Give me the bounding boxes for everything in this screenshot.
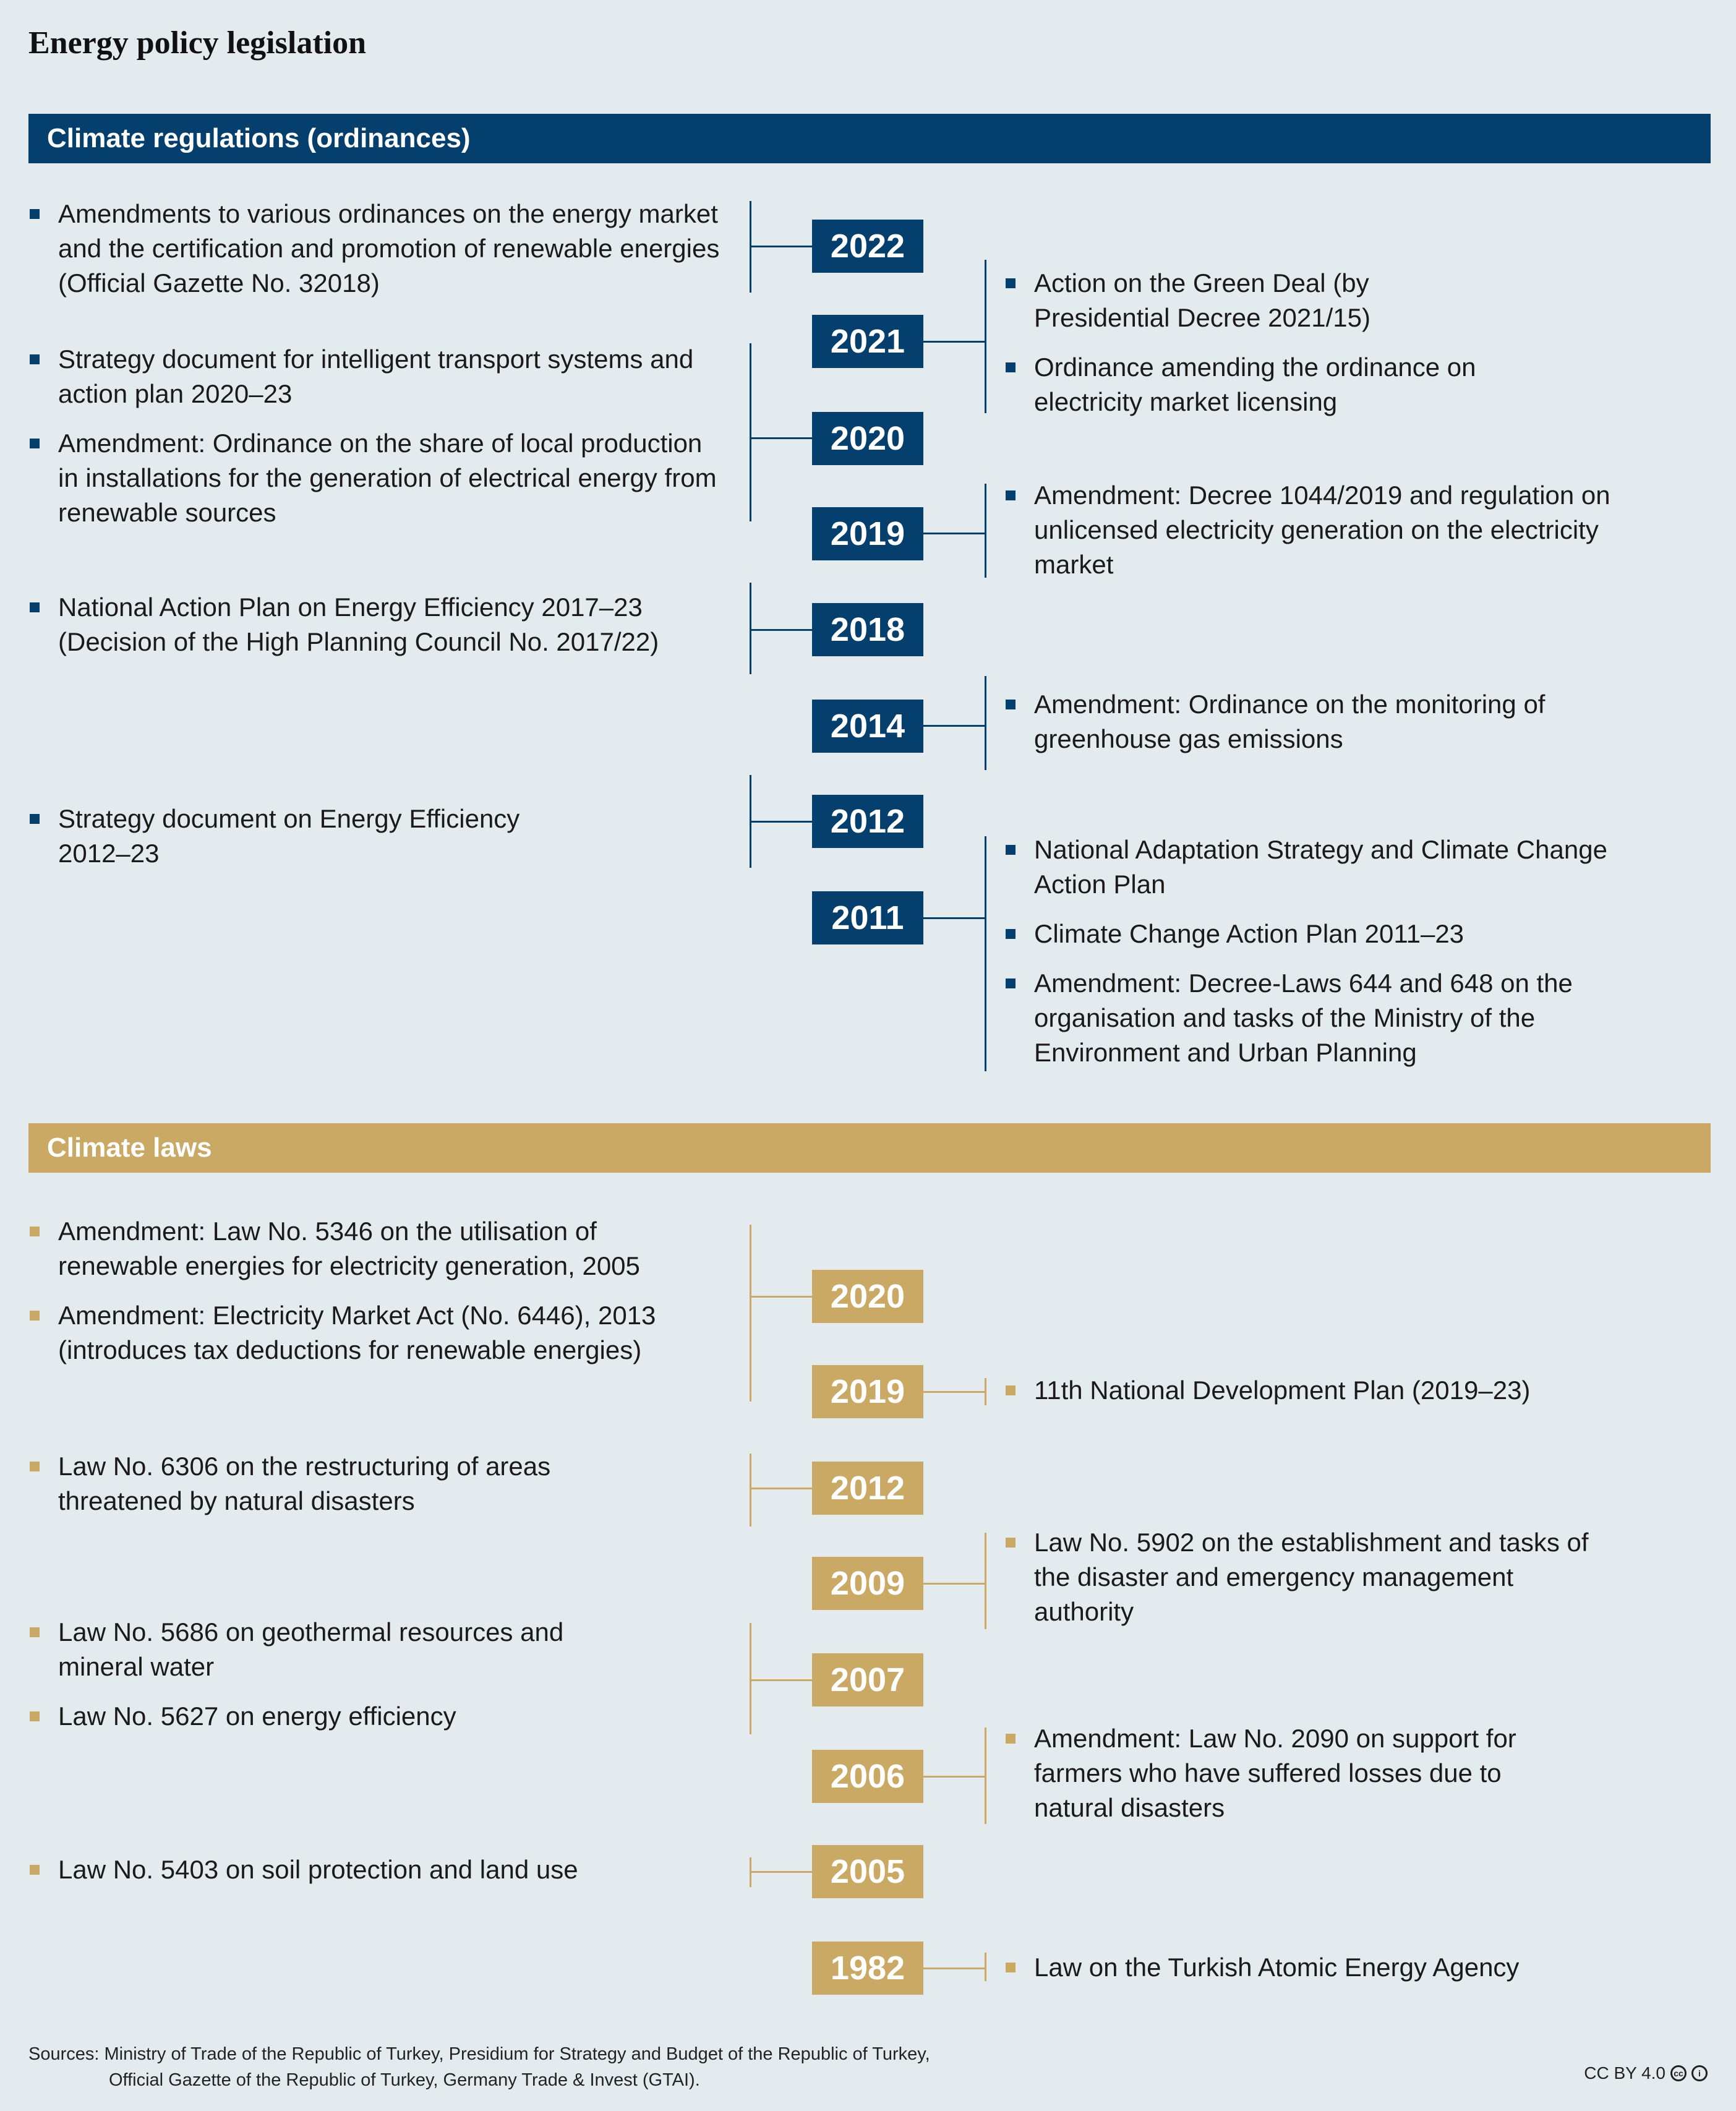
by-icon: i bbox=[1691, 2065, 1708, 2081]
item-text: Action on the Green Deal (by Presidential Decree 2021/15) bbox=[1034, 268, 1370, 332]
item-text: Ordinance amending the ordinance on electricity market licensing bbox=[1034, 353, 1476, 416]
connector-line-1982 bbox=[923, 1968, 985, 1969]
item-text: 11th National Development Plan (2019–23) bbox=[1034, 1376, 1531, 1405]
item-text: Amendment: Electricity Market Act (No. 6446), 2013 (introduces tax deductions for renewable energies) bbox=[58, 1301, 656, 1364]
connector-line-2012 bbox=[750, 1488, 812, 1489]
bullet-icon bbox=[30, 354, 40, 364]
list-item bbox=[1004, 1721, 1586, 1825]
item-text: Law on the Turkish Atomic Energy Agency bbox=[1034, 1953, 1520, 1982]
connector-line-2009 bbox=[923, 1583, 985, 1585]
bracket-line-1982 bbox=[985, 1953, 986, 1981]
laws-group-1982 bbox=[1004, 1950, 1685, 1985]
connector-line-2020 bbox=[750, 437, 812, 439]
item-text: Law No. 5403 on soil protection and land use bbox=[58, 1855, 578, 1884]
bullet-icon bbox=[30, 1227, 40, 1236]
bracket-line-2019 bbox=[985, 484, 986, 578]
bullet-icon bbox=[30, 1462, 40, 1471]
list-item bbox=[1004, 1525, 1598, 1629]
item-text: Amendment: Ordinance on the monitoring of greenhouse gas emissions bbox=[1034, 690, 1546, 753]
list-item bbox=[28, 590, 696, 659]
item-text: Law No. 5902 on the establishment and tasks of the disaster and emergency management authority bbox=[1034, 1528, 1589, 1626]
connector-line-2005 bbox=[750, 1871, 812, 1873]
list-item bbox=[1004, 687, 1648, 756]
bracket-line-2009 bbox=[985, 1533, 986, 1629]
year-box-2005: 2005 bbox=[812, 1845, 923, 1898]
list-item bbox=[1004, 350, 1512, 419]
item-text: Amendment: Ordinance on the share of local production in installations for the generation of electrical energy from renewable sources bbox=[58, 429, 717, 527]
regulations-group-2012 bbox=[28, 802, 597, 871]
connector-line-2014 bbox=[923, 725, 985, 727]
bracket-line-2012 bbox=[750, 1454, 751, 1527]
bullet-icon bbox=[30, 209, 40, 219]
bullet-icon bbox=[1006, 278, 1016, 288]
connector-line-2022 bbox=[750, 246, 812, 247]
license-note bbox=[1584, 2063, 1708, 2083]
list-item bbox=[28, 197, 721, 301]
laws-group-2007 bbox=[28, 1615, 647, 1734]
cc-icon: cc bbox=[1670, 2065, 1687, 2081]
year-box-2011: 2011 bbox=[812, 891, 923, 944]
bullet-icon bbox=[1006, 845, 1016, 855]
bullet-icon bbox=[1006, 700, 1016, 709]
year-box-2006: 2006 bbox=[812, 1750, 923, 1803]
section-banner-laws: Climate laws bbox=[28, 1123, 1711, 1173]
item-text: National Action Plan on Energy Efficiency 2017–23 (Decision of the High Planning Council No. 2017/22) bbox=[58, 593, 659, 656]
list-item bbox=[1004, 1950, 1685, 1985]
year-box-2020: 2020 bbox=[812, 1270, 923, 1323]
year-box-2012: 2012 bbox=[812, 795, 923, 848]
laws-group-2019 bbox=[1004, 1373, 1685, 1408]
bullet-icon bbox=[1006, 929, 1016, 939]
item-text: Law No. 5627 on energy efficiency bbox=[58, 1702, 456, 1731]
list-item bbox=[28, 1699, 647, 1734]
year-box-2019: 2019 bbox=[812, 1365, 923, 1418]
bullet-icon bbox=[30, 1711, 40, 1721]
bracket-line-2011 bbox=[985, 836, 986, 1071]
bullet-icon bbox=[1006, 1963, 1016, 1972]
bullet-icon bbox=[1006, 1385, 1016, 1395]
bracket-line-2014 bbox=[985, 676, 986, 770]
bracket-line-2007 bbox=[750, 1623, 751, 1734]
year-box-2007: 2007 bbox=[812, 1653, 923, 1706]
connector-line-2019 bbox=[923, 533, 985, 534]
sources-line-1: Sources: Ministry of Trade of the Republic of Turkey, Presidium for Strategy and Budget of the Republic of Turkey, bbox=[28, 2044, 930, 2064]
laws-group-2009 bbox=[1004, 1525, 1598, 1629]
connector-line-2007 bbox=[750, 1679, 812, 1681]
page-title: Energy policy legislation bbox=[28, 25, 366, 61]
regulations-group-2020 bbox=[28, 342, 721, 530]
laws-group-2020 bbox=[28, 1214, 721, 1368]
item-text: National Adaptation Strategy and Climate Change Action Plan bbox=[1034, 835, 1607, 899]
bullet-icon bbox=[1006, 1734, 1016, 1744]
laws-group-2006 bbox=[1004, 1721, 1586, 1825]
list-item bbox=[28, 342, 721, 411]
year-box-1982: 1982 bbox=[812, 1942, 923, 1995]
item-text: Amendment: Law No. 5346 on the utilisation of renewable energies for electricity generation, 2005 bbox=[58, 1217, 640, 1280]
bullet-icon bbox=[30, 439, 40, 448]
year-box-2012: 2012 bbox=[812, 1462, 923, 1515]
item-text: Amendment: Law No. 2090 on support for farmers who have suffered losses due to natural disasters bbox=[1034, 1724, 1516, 1822]
year-box-2019: 2019 bbox=[812, 507, 923, 560]
bullet-icon bbox=[30, 1865, 40, 1875]
bullet-icon bbox=[1006, 362, 1016, 372]
bullet-icon bbox=[1006, 490, 1016, 500]
item-text: Strategy document for intelligent transport systems and action plan 2020–23 bbox=[58, 345, 694, 408]
year-box-2021: 2021 bbox=[812, 315, 923, 368]
item-text: Amendment: Decree-Laws 644 and 648 on the organisation and tasks of the Ministry of the Environment and Urban Planning bbox=[1034, 969, 1573, 1067]
list-item bbox=[28, 426, 721, 530]
sources-line-2: Official Gazette of the Republic of Turkey, Germany Trade & Invest (GTAI). bbox=[109, 2070, 700, 2090]
item-text: Law No. 5686 on geothermal resources and mineral water bbox=[58, 1617, 564, 1681]
year-box-2009: 2009 bbox=[812, 1557, 923, 1610]
list-item bbox=[28, 1214, 721, 1283]
connector-line-2018 bbox=[750, 629, 812, 631]
item-text: Law No. 6306 on the restructuring of areas threatened by natural disasters bbox=[58, 1452, 551, 1515]
connector-line-2021 bbox=[923, 341, 985, 343]
item-text: Amendment: Decree 1044/2019 and regulation on unlicensed electricity generation on the electricity market bbox=[1034, 481, 1610, 579]
regulations-group-2014 bbox=[1004, 687, 1648, 756]
bracket-line-2020 bbox=[750, 343, 751, 521]
item-text: Climate Change Action Plan 2011–23 bbox=[1034, 919, 1464, 948]
bullet-icon bbox=[30, 814, 40, 824]
list-item bbox=[28, 802, 597, 871]
list-item bbox=[1004, 966, 1610, 1070]
bullet-icon bbox=[30, 1627, 40, 1637]
list-item bbox=[1004, 917, 1610, 951]
connector-line-2019 bbox=[923, 1391, 985, 1393]
list-item bbox=[28, 1449, 622, 1518]
sources-note bbox=[28, 2041, 930, 2093]
bracket-line-2020 bbox=[750, 1225, 751, 1402]
connector-line-2020 bbox=[750, 1296, 812, 1298]
bullet-icon bbox=[30, 1311, 40, 1321]
list-item bbox=[28, 1298, 721, 1368]
list-item bbox=[1004, 833, 1610, 902]
list-item bbox=[1004, 478, 1685, 582]
connector-line-2006 bbox=[923, 1776, 985, 1778]
license-text: CC BY 4.0 bbox=[1584, 2063, 1665, 2083]
connector-line-2011 bbox=[923, 917, 985, 919]
laws-group-2005 bbox=[28, 1852, 709, 1887]
bullet-icon bbox=[1006, 1538, 1016, 1548]
regulations-group-2019 bbox=[1004, 478, 1685, 582]
section-banner-regulations: Climate regulations (ordinances) bbox=[28, 114, 1711, 163]
bracket-line-2018 bbox=[750, 583, 751, 674]
year-box-2018: 2018 bbox=[812, 603, 923, 656]
bracket-line-2021 bbox=[985, 260, 986, 413]
laws-group-2012 bbox=[28, 1449, 622, 1518]
regulations-group-2022 bbox=[28, 197, 721, 301]
connector-line-2012 bbox=[750, 821, 812, 823]
regulations-group-2021 bbox=[1004, 266, 1512, 419]
item-text: Amendments to various ordinances on the energy market and the certification and promotion of renewable energies (Official Gazette No. 32018) bbox=[58, 199, 720, 298]
list-item bbox=[28, 1852, 709, 1887]
regulations-group-2011 bbox=[1004, 833, 1610, 1070]
year-box-2020: 2020 bbox=[812, 412, 923, 465]
bullet-icon bbox=[1006, 978, 1016, 988]
list-item bbox=[1004, 1373, 1685, 1408]
regulations-group-2018 bbox=[28, 590, 696, 659]
year-box-2022: 2022 bbox=[812, 220, 923, 273]
item-text: Strategy document on Energy Efficiency 2012–23 bbox=[58, 804, 520, 868]
list-item bbox=[28, 1615, 647, 1684]
list-item bbox=[1004, 266, 1512, 335]
year-box-2014: 2014 bbox=[812, 700, 923, 753]
bullet-icon bbox=[30, 602, 40, 612]
